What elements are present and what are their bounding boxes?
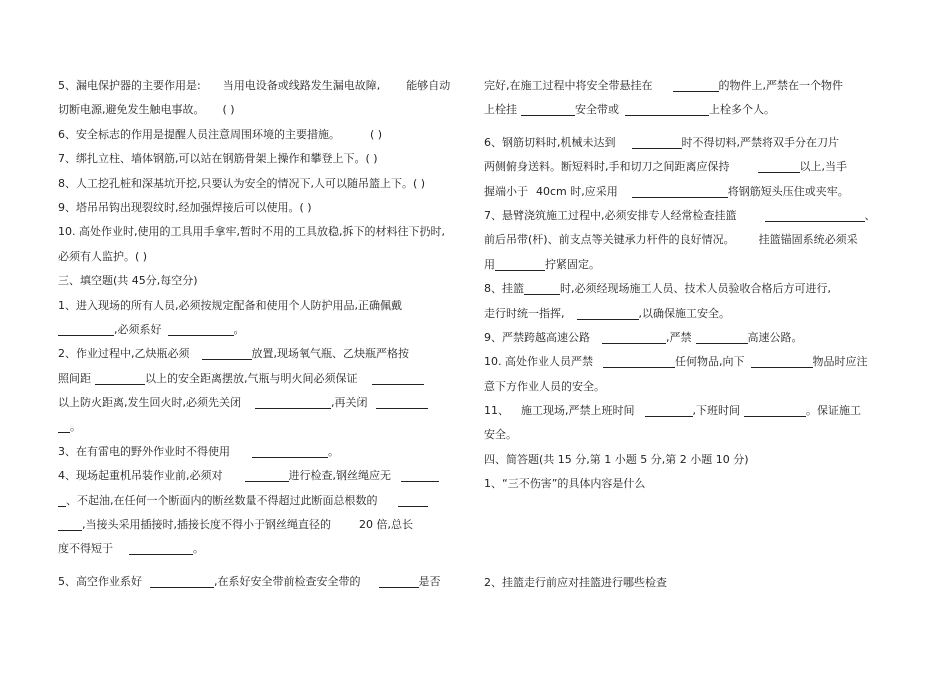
text: 7、绑扎立柱、墙体钢筋,可以站在钢筋骨架上操作和攀登上下。( ) — [58, 152, 378, 166]
blank — [372, 372, 424, 385]
short-answer-question-2 — [484, 571, 894, 595]
text: 必须有人监护。( ) — [58, 249, 148, 263]
blank — [696, 331, 748, 344]
text: 4、现场起重机吊装作业前,必须对 — [58, 469, 223, 483]
text: 1、进入现场的所有人员,必须按规定配备和使用个人防护用品,正确佩戴 — [58, 298, 402, 312]
text: 施工现场,严禁上班时间 — [521, 404, 635, 418]
text: 2、作业过程中,乙炔瓶必须 — [58, 347, 190, 361]
blank — [602, 331, 666, 344]
text: 、不起油,在任何一个断面内的断丝数量不得超过此断面总根数的 — [66, 493, 378, 507]
text: 将钢筋短头压住或夹牢。 — [727, 184, 849, 198]
text: 挂篮锚固系统必须采 — [758, 233, 858, 247]
fill-question-4-cont3 — [58, 537, 470, 561]
text: ,在系好安全带前检查安全带的 — [214, 574, 361, 588]
text: ,再关闭 — [331, 396, 368, 410]
blank — [765, 209, 865, 222]
blank — [577, 307, 639, 320]
text: 拧紧固定。 — [545, 257, 600, 271]
fill-question-1-cont — [58, 318, 470, 342]
answer-space — [484, 497, 894, 571]
text: 1、“三不伤害”的具体内容是什么 — [484, 477, 646, 491]
tf-question-5 — [58, 74, 470, 98]
fill-question-8-cont — [484, 302, 894, 326]
text: ,以确保施工安全。 — [638, 306, 730, 320]
fill-question-4-cont2 — [58, 513, 470, 537]
fill-question-7-cont2 — [484, 253, 894, 277]
blank — [129, 542, 193, 555]
text: 三、填空题(共 45分,每空分) — [58, 274, 198, 288]
fill-question-9 — [484, 326, 894, 350]
text: 。 — [233, 322, 245, 336]
answer-paren: ( ) — [222, 103, 235, 117]
blank — [632, 136, 682, 149]
tf-question-8 — [58, 172, 470, 196]
blank — [58, 518, 82, 531]
text: 任何物品,向下 — [675, 355, 745, 369]
tf-question-6 — [58, 123, 470, 147]
text: ,严禁 — [666, 330, 692, 344]
tf-question-5-cont — [58, 98, 470, 122]
text: 10. 高处作业人员严禁 — [484, 355, 593, 369]
text: 的物件上,严禁在一个物件 — [718, 79, 843, 92]
fill-question-2-cont3 — [58, 415, 470, 439]
fill-question-1 — [58, 294, 470, 318]
text: 20 倍,总长 — [359, 518, 413, 532]
fill-question-11 — [484, 399, 894, 423]
short-answer-question-1 — [484, 472, 894, 496]
blank — [398, 494, 428, 507]
section-heading-short-answer — [484, 448, 894, 472]
text: 10. 高处作业时,使用的工具用手拿牢,暂时不用的工具放稳,拆下的材料往下扔时, — [58, 225, 445, 239]
blank — [150, 575, 214, 588]
blank — [255, 396, 331, 409]
text: 用 — [484, 257, 495, 271]
text: ,当接头采用插接时,插接长度不得小于钢丝绳直径的 — [82, 518, 331, 532]
tf-question-7 — [58, 147, 470, 171]
text: 上栓挂 — [484, 103, 517, 117]
tf-question-10 — [58, 220, 470, 244]
fill-question-4-cont — [58, 489, 470, 513]
blank — [758, 160, 800, 173]
fill-question-5 — [58, 570, 470, 594]
text: 6、钢筋切料时,机械未达到 — [484, 135, 616, 149]
blank — [202, 347, 252, 360]
fill-question-5-cont2 — [484, 98, 894, 122]
blank — [245, 469, 289, 482]
text: 11、 — [484, 404, 509, 418]
section-heading-fill-blank — [58, 269, 470, 293]
fill-question-10-cont — [484, 375, 894, 399]
fill-question-6-cont — [484, 155, 894, 179]
blank — [673, 79, 719, 92]
fill-question-2-cont — [58, 367, 470, 391]
blank — [521, 103, 575, 116]
text: 以上防火距离,发生回火时,必须先关闭 — [58, 396, 241, 410]
text: 以上的安全距离摆放,气瓶与明火间必须保证 — [145, 371, 358, 385]
text: 放置,现场氧气瓶、乙炔瓶严格按 — [251, 347, 409, 361]
text: 。保证施工 — [806, 404, 861, 418]
text: 时不得切料,严禁将双手分在刀片 — [681, 135, 839, 149]
text: 。 — [328, 444, 339, 458]
text: 能够自动 — [406, 79, 451, 92]
text: 5、漏电保护器的主要作用是: — [58, 79, 201, 92]
text: 9、塔吊吊钩出现裂纹时,经加强焊接后可以使用。( ) — [58, 200, 312, 214]
text: 3、在有雷电的野外作业时不得使用 — [58, 444, 230, 458]
blank — [379, 575, 419, 588]
text: 两侧俯身送料。断短料时,手和切刀之间距离应保持 — [484, 160, 730, 174]
blank — [744, 404, 806, 417]
tf-question-10-cont — [58, 245, 470, 269]
text: 。 — [193, 542, 204, 556]
fill-question-8 — [484, 277, 894, 301]
text: 高速公路。 — [747, 330, 803, 344]
text: 7、悬臂浇筑施工过程中,必须安排专人经常检查挂篮 — [484, 208, 737, 222]
text: 。 — [70, 420, 81, 434]
fill-question-5-cont — [484, 74, 894, 98]
text: 意下方作业人员的安全。 — [484, 379, 605, 393]
text: 是否 — [418, 574, 441, 588]
fill-question-11-cont — [484, 423, 894, 447]
text: 进行检查,钢丝绳应无 — [288, 469, 391, 483]
text: 握端小于 — [484, 184, 528, 198]
blank — [401, 469, 439, 482]
blank — [58, 323, 114, 336]
text: 8、挂篮 — [484, 282, 524, 296]
blank — [495, 258, 545, 271]
blank — [58, 494, 66, 507]
blank — [751, 355, 813, 368]
text: 四、简答题(共 15 分,第 1 小题 5 分,第 2 小题 10 分) — [484, 452, 749, 466]
text: 安全。 — [484, 428, 517, 442]
text: 照间距 — [58, 371, 91, 385]
text: 5、高空作业系好 — [58, 574, 142, 588]
text: 时,必须经现场施工人员、技术人员验收合格后方可进行, — [560, 282, 831, 296]
text: 、 — [864, 208, 876, 222]
fill-question-6 — [484, 131, 894, 155]
blank — [252, 445, 328, 458]
blank — [625, 103, 709, 116]
right-column — [484, 74, 894, 595]
fill-question-7-cont — [484, 228, 894, 252]
fill-question-3 — [58, 440, 470, 464]
blank — [168, 323, 234, 336]
text: 以上,当手 — [799, 160, 847, 174]
text: 6、安全标志的作用是提醒人员注意周围环境的主要措施。 — [58, 127, 340, 141]
blank — [645, 404, 693, 417]
text: 走行时统一指挥, — [484, 306, 565, 320]
text: 8、人工挖孔桩和深基坑开挖,只要认为安全的情况下,人可以随吊篮上下。( ) — [58, 176, 426, 190]
fill-question-7 — [484, 204, 894, 228]
fill-question-2 — [58, 342, 470, 366]
text: 上栓多个人。 — [709, 103, 775, 117]
text: 切断电源,避免发生触电事故。 — [58, 103, 205, 117]
text: 度不得短于 — [58, 542, 113, 556]
text: 安全带或 — [575, 103, 619, 117]
text: ,下班时间 — [692, 404, 740, 418]
text: ,必须系好 — [114, 322, 162, 336]
text: 前后吊带(杆)、前支点等关键承力杆件的良好情况。 — [484, 233, 735, 247]
tf-question-9 — [58, 196, 470, 220]
text: 2、挂篮走行前应对挂篮进行哪些检查 — [484, 575, 667, 589]
fill-question-10 — [484, 350, 894, 374]
fill-question-6-cont2 — [484, 180, 894, 204]
blank — [376, 396, 428, 409]
fill-question-2-cont2 — [58, 391, 470, 415]
left-column — [58, 74, 470, 594]
fill-question-4 — [58, 464, 470, 488]
text: 40cm 时,应采用 — [536, 184, 618, 198]
text: 当用电设备或线路发生漏电故障, — [222, 79, 381, 92]
blank — [524, 282, 560, 295]
blank — [58, 420, 70, 433]
answer-paren: ( ) — [370, 127, 383, 141]
text: 完好,在施工过程中将安全带悬挂在 — [484, 79, 653, 92]
text: 9、严禁跨越高速公路 — [484, 330, 590, 344]
blank — [632, 185, 728, 198]
blank — [95, 372, 145, 385]
text: 物品时应注 — [812, 355, 868, 369]
blank — [603, 355, 675, 368]
